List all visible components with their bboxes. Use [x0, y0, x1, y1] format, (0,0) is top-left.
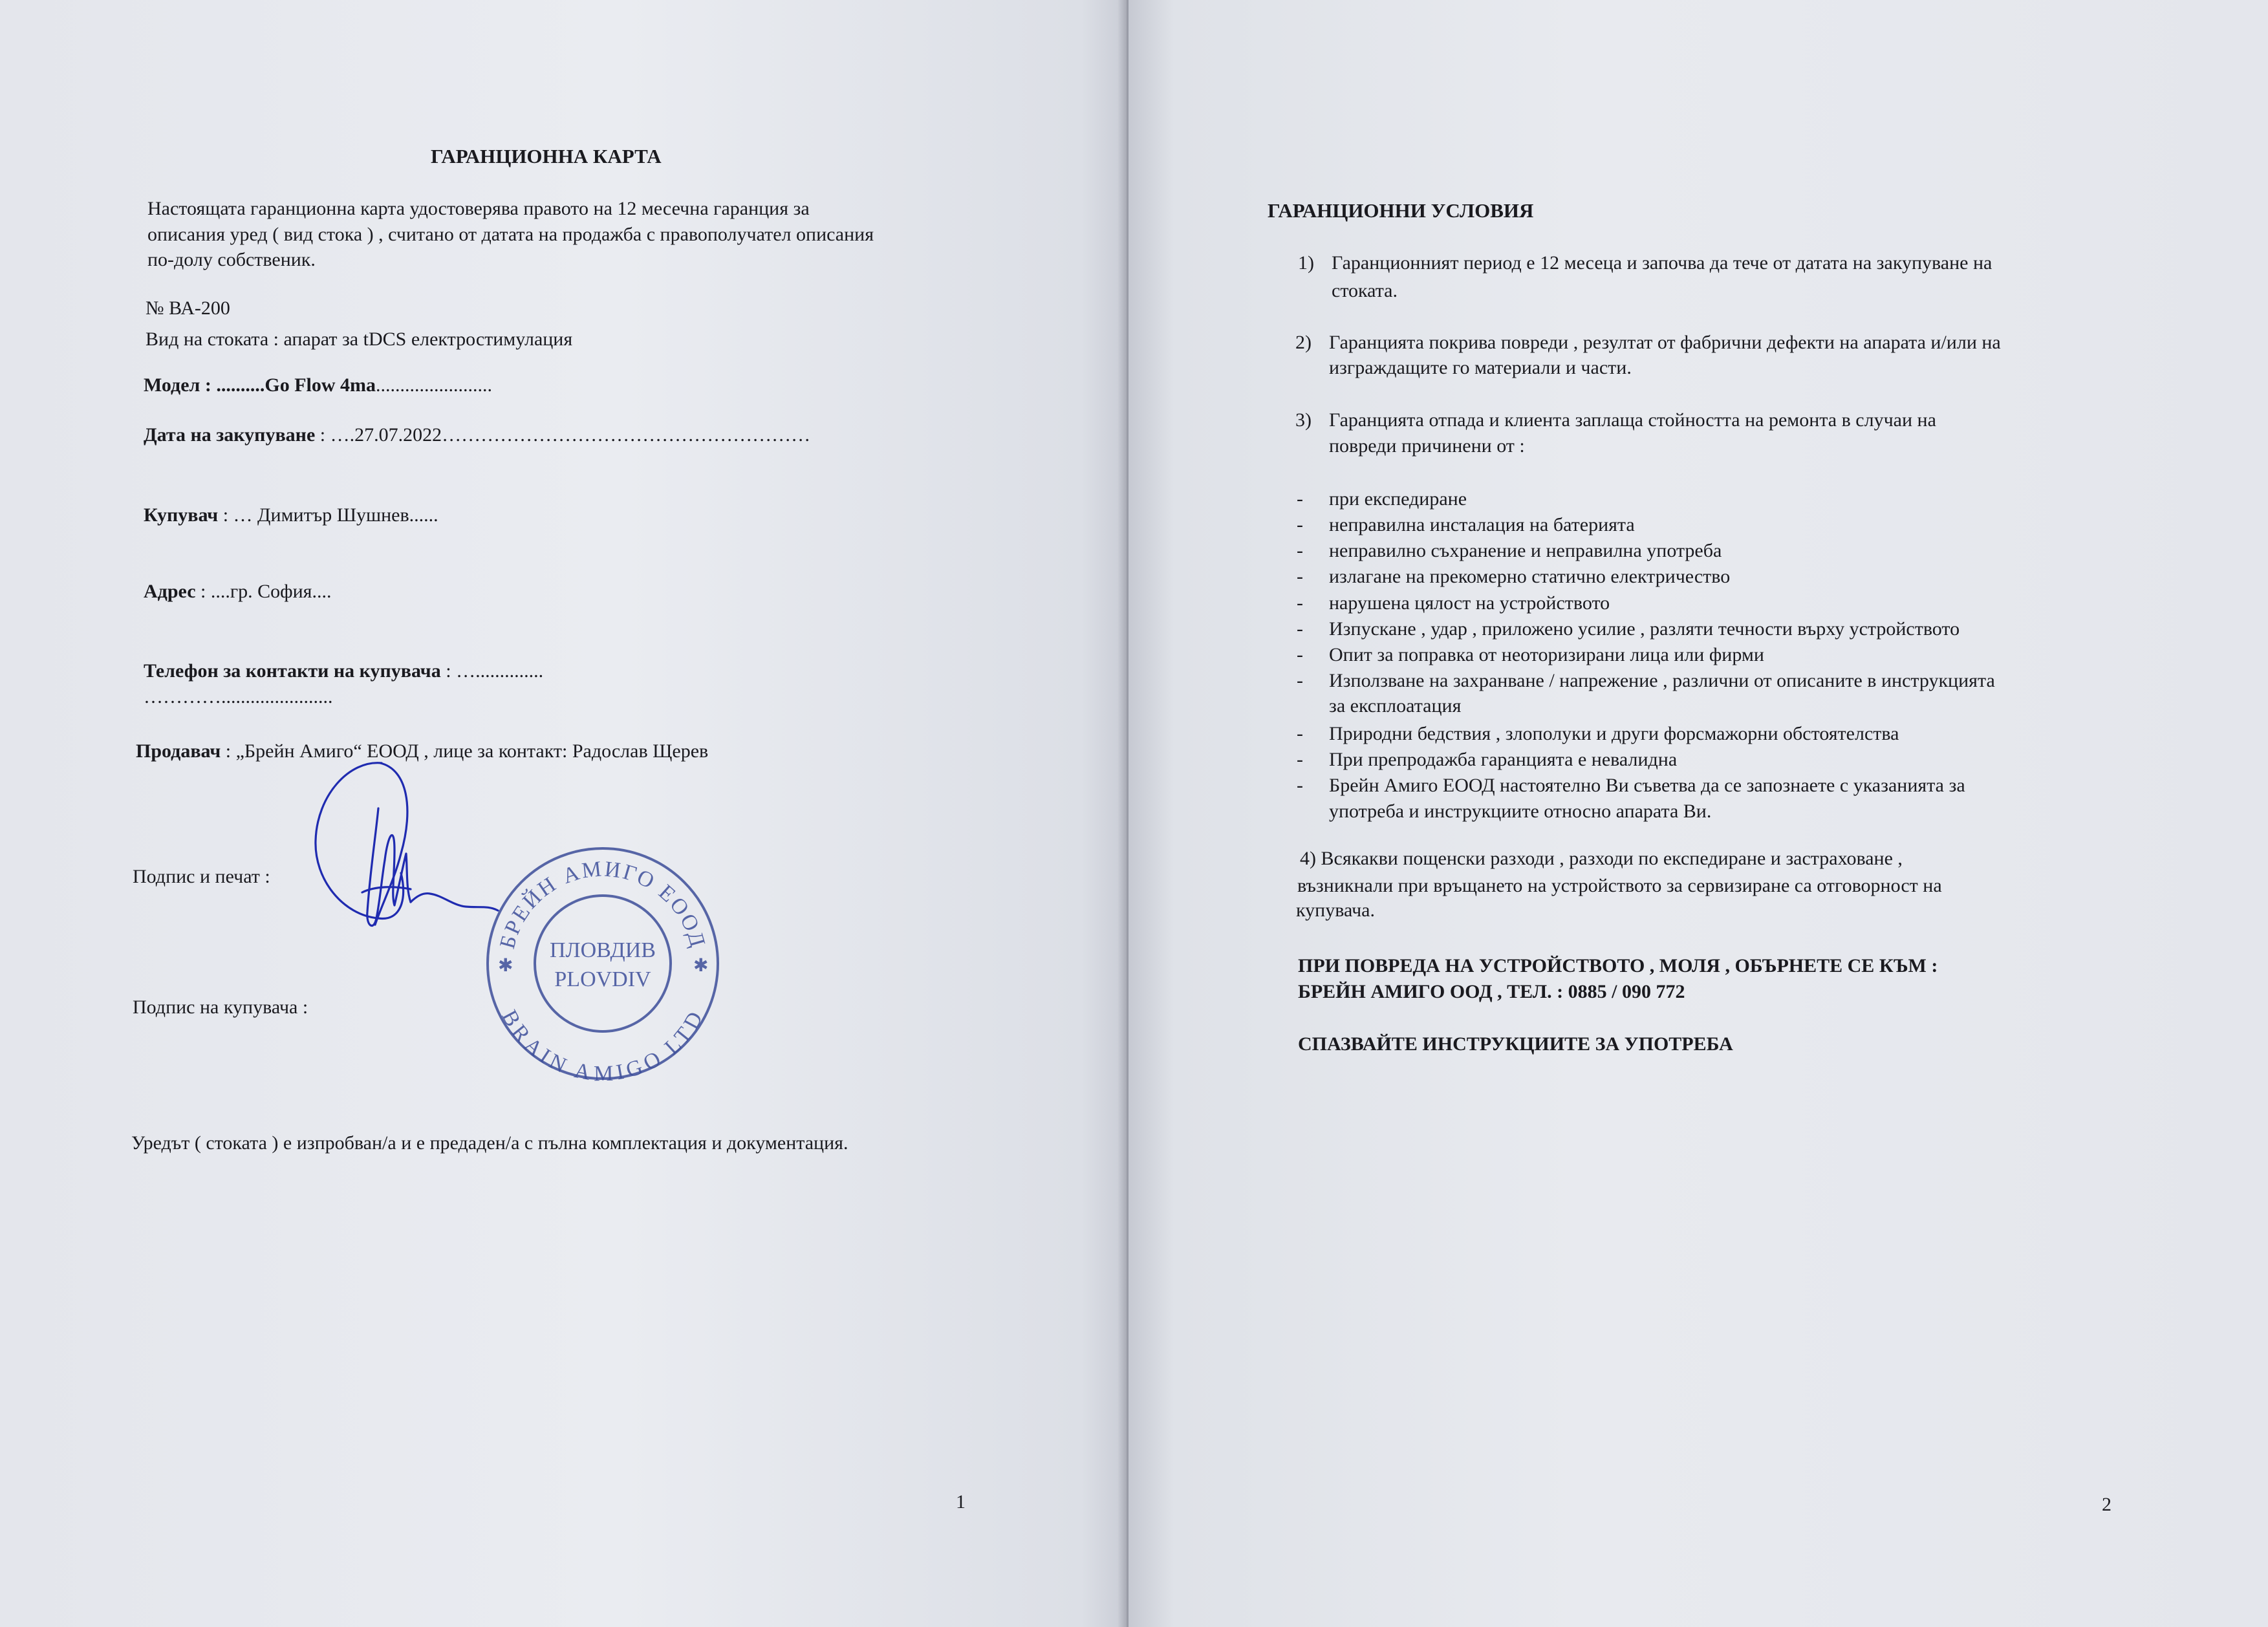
condition-2-line-1: Гаранцията покрива повреди , резултат от фабрични дефекти на апарата и/или на: [1329, 332, 2001, 353]
bullet-9: Природни бедствия , злополуки и други форсмажорни обстоятелства: [1329, 723, 1899, 744]
stamp-city-bg: ПЛОВДИВ: [550, 938, 656, 962]
bullet-dash: -: [1297, 488, 1303, 510]
model-dots: ........................: [376, 374, 493, 396]
model-field: [144, 372, 492, 398]
model-value: ..........Go Flow 4ma: [211, 374, 376, 396]
stamp-text-top: БРЕЙН АМИГО ЕООД: [495, 857, 711, 952]
warranty-conditions-page: [1129, 0, 2268, 1627]
model-label: Модел :: [144, 374, 211, 396]
condition-3-num: 3): [1295, 409, 1312, 431]
phone-dots: ………….......................: [144, 686, 333, 707]
buyer-value: : … Димитър Шушнев......: [218, 504, 438, 526]
svg-text:✱: ✱: [693, 956, 709, 976]
page-number: 1: [956, 1491, 966, 1513]
purchase-date-value: : ….27.07.2022…………………………………………………: [315, 424, 811, 446]
instructions-notice: СПАЗВАЙТЕ ИНСТРУКЦИИТЕ ЗА УПОТРЕБА: [1298, 1033, 1733, 1055]
purchase-date-field: [144, 422, 810, 448]
address-value: : ....гр. София....: [195, 581, 332, 602]
bullet-10: При препродажба гаранцията е невалидна: [1329, 749, 1678, 770]
intro-line-2: описания уред ( вид стока ) , считано от датата на продажба с правополучател описания: [147, 224, 874, 245]
phone-label: Телефон за контакти на купувача: [144, 660, 441, 682]
page-title: ГАРАНЦИОННА КАРТА: [431, 145, 662, 167]
address-label: Адрес: [144, 581, 196, 602]
purchase-date-label: Дата на закупуване: [144, 424, 316, 446]
svg-text:BRAIN AMIGO LTD: [497, 1006, 709, 1086]
intro-line-3: по-долу собственик.: [147, 249, 316, 270]
condition-3-line-1: Гаранцията отпада и клиента заплаща стойността на ремонта в случаи на: [1329, 409, 1936, 431]
bullet-dash: -: [1297, 670, 1303, 691]
closing-statement: Уредът ( стоката ) е изпробван/а и е предаден/а с пълна комплектация и документация.: [131, 1132, 848, 1154]
card-number: № ВА-200: [146, 297, 230, 319]
bullet-dash: -: [1297, 566, 1303, 587]
condition-2-num: 2): [1295, 332, 1312, 353]
bullet-7: Опит за поправка от неоторизирани лица или фирми: [1329, 644, 1764, 665]
goods-type: Вид на стоката : апарат за tDCS електростимулация: [146, 329, 573, 350]
bullet-5: нарушена цялост на устройството: [1329, 592, 1610, 614]
seller-value: : „Брейн Амиго“ ЕООД , лице за контакт: Радослав Щерев: [221, 740, 709, 762]
phone-value: : …..............: [440, 660, 544, 682]
bullet-dash: -: [1297, 775, 1303, 796]
bullet-8-line-2: за експлоатация: [1329, 695, 1462, 717]
condition-1-line-1: Гаранционният период е 12 месеца и започва да тече от датата на закупуване на: [1332, 252, 1993, 274]
contact-line-1: ПРИ ПОВРЕДА НА УСТРОЙСТВОТО , МОЛЯ , ОБЪРНЕТЕ СЕ КЪМ :: [1298, 955, 1938, 976]
point-4-line-3: купувача.: [1296, 900, 1375, 921]
svg-text:БРЕЙН АМИГО ЕООД: [495, 857, 710, 951]
point-4-line-2: възникнали при връщането на устройството за сервизиране са отговорност на: [1297, 875, 1942, 896]
bullet-3: неправилно съхранение и неправилна употреба: [1329, 540, 1722, 561]
signature-label: Подпис и печат :: [133, 866, 270, 887]
point-4-line-1: 4) Всякакви пощенски разходи , разходи по експедиране и застраховане ,: [1300, 848, 1903, 869]
warranty-card-page: [0, 0, 1127, 1627]
bullet-6: Изпускане , удар , приложено усилие , разляти течности върху устройството: [1329, 618, 1960, 640]
company-stamp: [473, 834, 732, 1093]
contact-line-2: БРЕЙН АМИГО ООД , ТЕЛ. : 0885 / 090 772: [1298, 981, 1685, 1002]
bullet-dash: -: [1297, 644, 1303, 665]
condition-3-line-2: повреди причинени от :: [1329, 435, 1525, 457]
bullet-dash: -: [1297, 514, 1303, 535]
seller-label: Продавач: [136, 740, 221, 762]
svg-text:✱: ✱: [498, 956, 513, 976]
bullet-11-line-2: употреба и инструкциите относно апарата Ви.: [1329, 801, 1712, 822]
bullet-2: неправилна инсталация на батерията: [1329, 514, 1635, 535]
bullet-dash: -: [1297, 618, 1303, 640]
buyer-field: [144, 502, 438, 528]
bullet-dash: -: [1297, 540, 1303, 561]
bullet-4: излагане на прекомерно статично електричество: [1329, 566, 1731, 587]
condition-1-line-2: стоката.: [1332, 280, 1398, 301]
bullet-dash: -: [1297, 592, 1303, 614]
bullet-11-line-1: Брейн Амиго ЕООД настоятелно Ви съветва да се запознаете с указанията за: [1329, 775, 1965, 796]
stamp-city-en: PLOVDIV: [554, 967, 651, 991]
buyer-signature-label: Подпис на купувача :: [133, 997, 308, 1018]
bullet-1: при експедиране: [1329, 488, 1467, 510]
stamp-text-bottom: BRAIN AMIGO LTD: [497, 1006, 709, 1086]
conditions-title: ГАРАНЦИОННИ УСЛОВИЯ: [1268, 199, 1534, 222]
bullet-dash: -: [1297, 749, 1303, 770]
condition-1-num: 1): [1298, 252, 1314, 274]
phone-field: [144, 658, 543, 684]
buyer-label: Купувач: [144, 504, 219, 526]
page-number: 2: [2102, 1494, 2111, 1515]
bullet-8-line-1: Използване на захранване / напрежение , различни от описаните в инструкцията: [1329, 670, 1995, 691]
address-field: [144, 579, 331, 605]
bullet-dash: -: [1297, 723, 1303, 744]
condition-2-line-2: изграждащите го материали и части.: [1329, 357, 1632, 378]
intro-line-1: Настоящата гаранционна карта удостоверява правото на 12 месечна гаранция за: [147, 198, 810, 219]
